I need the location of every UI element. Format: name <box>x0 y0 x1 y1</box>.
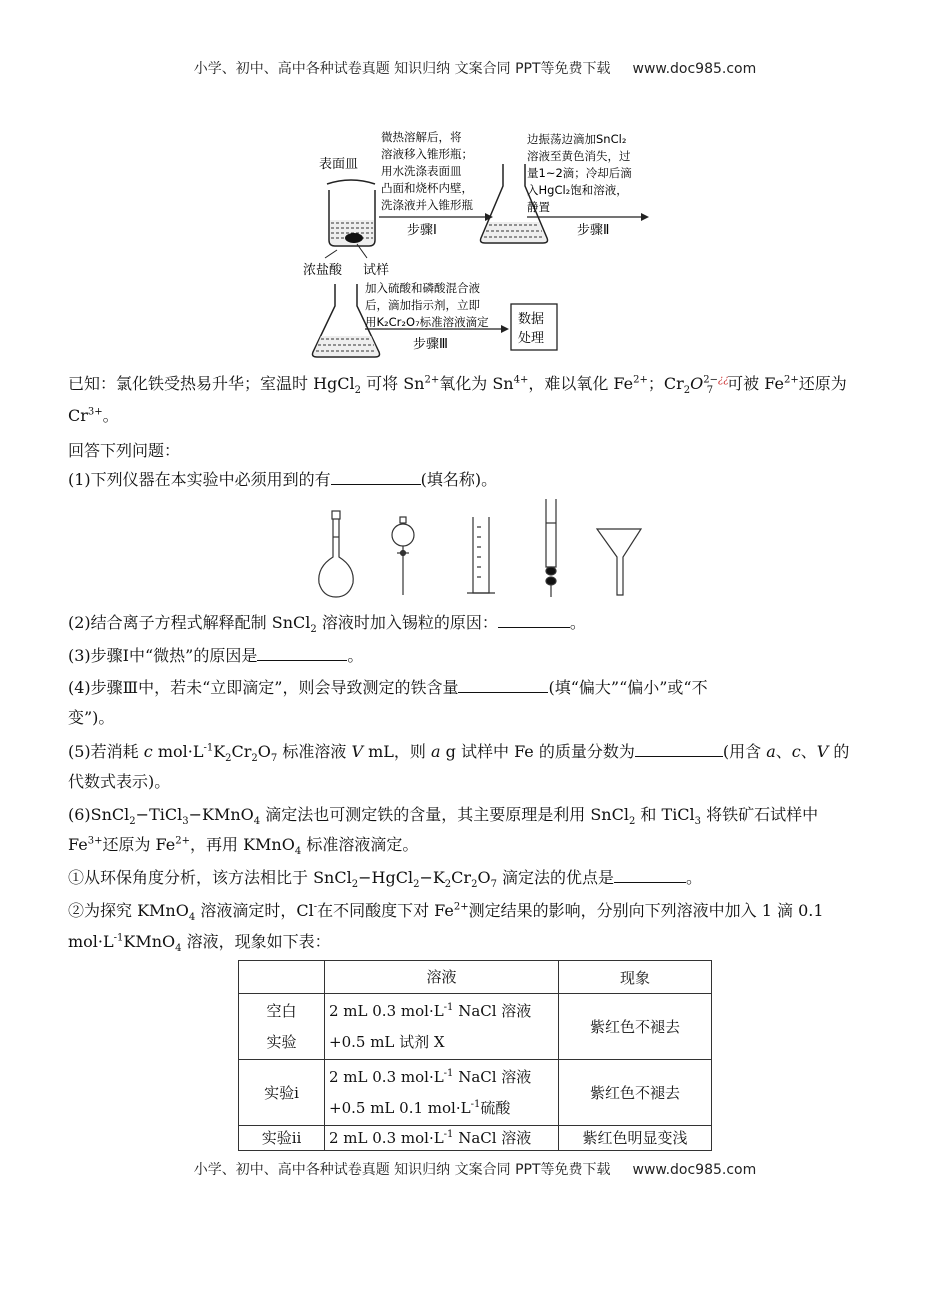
burette-icon <box>546 499 556 597</box>
svg-text:溶液至黄色消失，过: 溶液至黄色消失，过 <box>527 149 631 163</box>
svg-text:凸面和烧杯内壁，: 凸面和烧杯内壁， <box>381 181 473 195</box>
page-footer <box>0 1159 950 1179</box>
question-3: (3)步骤Ⅰ中“微热”的原因是 。 <box>68 646 364 665</box>
svg-text:用水洗涤表面皿: 用水洗涤表面皿 <box>381 164 462 178</box>
step1-label: 步骤Ⅰ <box>407 223 437 238</box>
footer-text: 小学、初中、高中各种试卷真题 知识归纳 文案合同 PPT等免费下载 <box>193 1162 611 1178</box>
question-4-cont: 变”)。 <box>68 708 115 727</box>
label-hcl: 浓盐酸 <box>303 263 343 278</box>
table-row: 实验ⅰ 2 mL 0.3 $mol\cdot L^{-1}$ NaCl 溶液 +0.5 mL 0.1 $mol\cdot L^{-1}$硫酸 紫红色不褪去 <box>239 1060 712 1126</box>
table-row: 实验ⅱ 2 mL 0.3 $mol\cdot L^{-1}$ NaCl 溶液 紫红色明显变浅 <box>239 1126 712 1151</box>
question-1: (1)下列仪器在本实验中必须用到的有 (填名称)。 <box>68 470 498 489</box>
table-row: 空白 实验 2 mL 0.3 $mol\cdot L^{-1}$ NaCl 溶液 +0.5 mL 试剂 X 紫红色不褪去 <box>239 994 712 1060</box>
intro-text: 回答下列问题： <box>68 441 181 460</box>
label-sample: 试样 <box>363 263 390 278</box>
question-6-2: ②为探究 KMnO$_4$ 溶液滴定时，Cl-在不同酸度下对 $Fe^{2+}$测定结果的影响，分别向下列溶液中加入 1 滴 0.1 <box>68 901 824 924</box>
svg-text:加入硫酸和磷酸混合液: 加入硫酸和磷酸混合液 <box>365 281 480 295</box>
answer-blank-2[interactable] <box>498 613 570 628</box>
footer-site[interactable]: www.doc985.com <box>632 1162 757 1178</box>
experiment-flowchart <box>295 122 680 362</box>
question-4: (4)步骤Ⅲ中，若未“立即滴定”，则会导致测定的铁含量 (填“偏大”“偏小”或“不 <box>68 678 708 697</box>
step1-note <box>381 130 473 212</box>
question-6-cont: $Fe^{3+}$还原为 $Fe^{2+}$，再用 KMnO$_4$ 标准溶液滴定。 <box>68 835 419 858</box>
svg-text:量1~2滴；冷却后滴: 量1~2滴；冷却后滴 <box>527 166 632 180</box>
svg-text:洗涤液并入锥形瓶: 洗涤液并入锥形瓶 <box>381 198 473 212</box>
beaker-diagram <box>325 180 375 258</box>
svg-text:入HgCl₂饱和溶液，: 入HgCl₂饱和溶液， <box>527 183 628 197</box>
funnel-icon <box>597 529 641 595</box>
answer-blank-3[interactable] <box>257 646 347 661</box>
svg-text:处理: 处理 <box>518 331 545 346</box>
answer-blank-6-1[interactable] <box>614 868 686 883</box>
experiment-table <box>238 960 712 1151</box>
question-6-2-cont: $mol\cdot L^{-1}KMnO_4$ 溶液，现象如下表： <box>68 932 331 955</box>
question-6-1: ①从环保角度分析，该方法相比于 $SnCl_2-HgCl_2-K_2Cr_2O_7$ 滴定法的优点是 。 <box>68 868 703 891</box>
step2-note <box>527 132 632 214</box>
question-2: (2)结合离子方程式解释配制 SnCl$_2$ 溶液时加入锡粒的原因： 。 <box>68 613 586 636</box>
table-header-row: 溶液 现象 <box>239 961 712 994</box>
question-6: (6)SnCl$_2$−TiCl$_3$−KMnO$_4$ 滴定法也可测定铁的含量，其主要原理是利用 SnCl$_2$ 和 TiCl$_3$ 将铁矿石试样中 <box>68 805 819 828</box>
answer-blank-5[interactable] <box>635 742 723 757</box>
answer-blank-4[interactable] <box>458 678 548 693</box>
svg-text:微热溶解后，将: 微热溶解后，将 <box>381 130 462 144</box>
svg-text:溶液移入锥形瓶；: 溶液移入锥形瓶； <box>381 147 473 161</box>
header-text: 小学、初中、高中各种试卷真题 知识归纳 文案合同 PPT等免费下载 <box>193 61 611 77</box>
page-header <box>0 58 950 78</box>
svg-text:后，滴加指示剂，立即: 后，滴加指示剂，立即 <box>365 298 480 312</box>
label-watch-glass: 表面皿 <box>319 157 359 172</box>
svg-text:用K₂Cr₂O₇标准溶液滴定: 用K₂Cr₂O₇标准溶液滴定 <box>365 315 489 329</box>
svg-text:静置: 静置 <box>527 200 550 214</box>
question-5-cont: 代数式表示)。 <box>68 772 171 791</box>
step3-note <box>365 281 489 329</box>
instruments-figure <box>305 497 650 601</box>
question-5: (5)若消耗 c $mol\cdot L^{-1}K_2Cr_2O_7$ 标准溶液 V mL，则 a g 试样中 Fe 的质量分数为 (用含 a、c、V 的 <box>68 742 850 765</box>
known-line-2: $Cr^{3+}$。 <box>68 406 119 425</box>
answer-blank-1[interactable] <box>331 470 421 485</box>
svg-text:边振荡边滴加SnCl₂: 边振荡边滴加SnCl₂ <box>527 132 627 146</box>
svg-text:数据: 数据 <box>518 312 545 327</box>
separatory-funnel-icon <box>392 517 414 595</box>
header-site[interactable]: www.doc985.com <box>632 61 757 77</box>
graduated-cylinder-icon <box>467 517 495 593</box>
known-line-1: 已知：氯化铁受热易升华；室温时 HgCl$_2$ 可将 $Sn^{2+}$氧化为 $Sn^{4+}$，难以氧化 $Fe^{2+}$；$Cr_2O^{2-¿¿}_7$ 可被 $Fe^{2+}$还原为 <box>68 374 847 397</box>
volumetric-flask-icon <box>319 511 353 597</box>
step2-label: 步骤Ⅱ <box>577 223 610 238</box>
step3-label: 步骤Ⅲ <box>413 337 448 352</box>
